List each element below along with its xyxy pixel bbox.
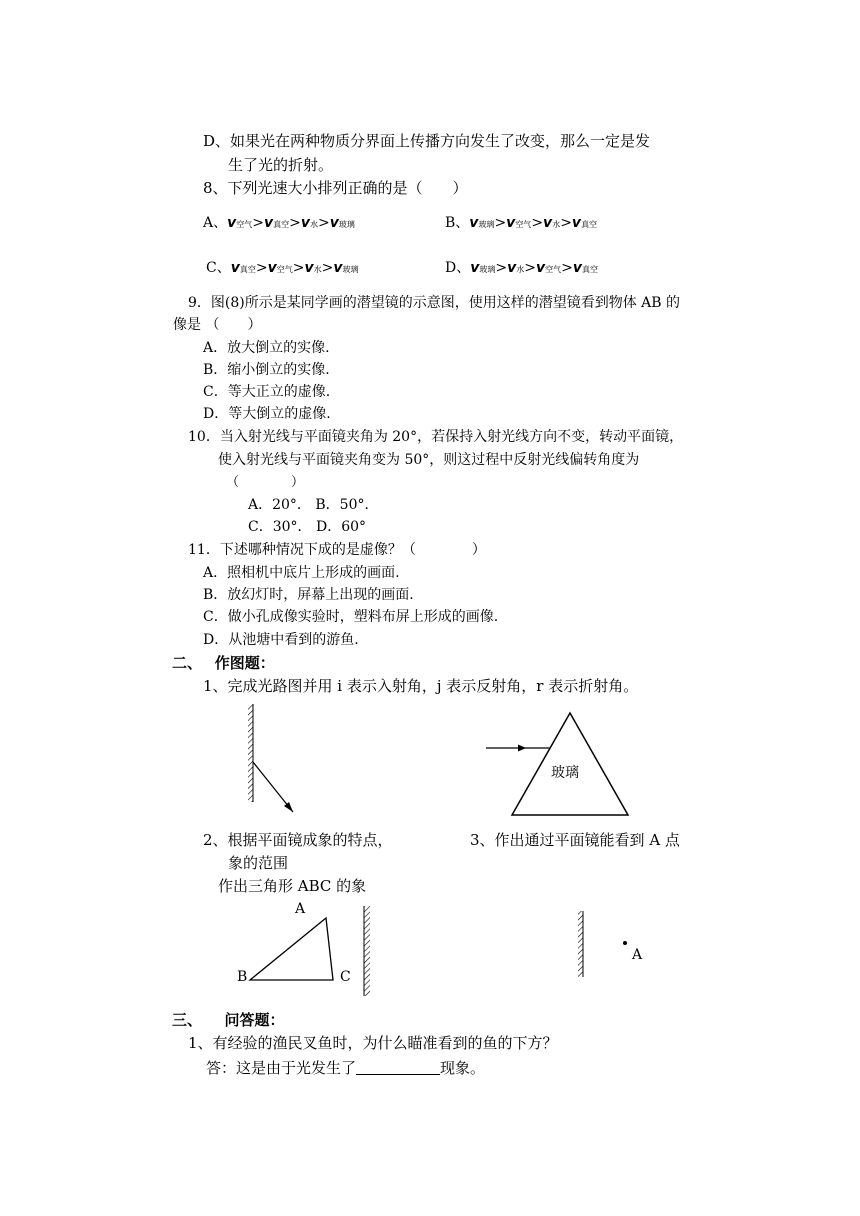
glass-label: 玻璃 [551,765,579,781]
q9-option-b: B．缩小倒立的实像. [203,362,330,378]
q8-option-d: D、v玻璃>v水>v空气>v真空 [445,260,598,276]
section3-q1: 1、有经验的渔民叉鱼时，为什么瞄准看到的鱼的下方？ [188,1034,558,1052]
q9-stem-line2: 像是 （ ） [173,317,262,333]
q10-options-cd: C．30°． D．60° [248,519,367,535]
q11-option-b: B．放幻灯时，屏幕上出现的画面. [203,587,414,603]
section2-q2-line2: 作出三角形 ABC 的象 [218,877,367,895]
section2-title: 二、 作图题： [172,654,275,672]
ray-arrow-icon [518,745,526,752]
mirror-hatching [578,911,583,977]
q8-stem: 8、下列光速大小排列正确的是（ ） [203,179,468,197]
q10-options-ab: A．20°． B．50°． [248,497,379,513]
section2-q1: 1、完成光路图并用 i 表示入射角，j 表示反射角，r 表示折射角。 [203,677,639,695]
mirror-hatching [248,704,253,802]
triangle-abc [250,918,333,980]
section2-q3-line2: 象的范围 [228,854,289,872]
q10-stem-line1: 10．当入射光线与平面镜夹角为 20°，若保持入射光线方向不变，转动平面镜， [188,429,684,445]
section3-title: 三、 问答题： [172,1011,285,1029]
section2-q3-line1: 3、作出通过平面镜能看到 A 点 [470,831,680,849]
q11-option-c: C．做小孔成像实验时，塑料布屏上形成的画像. [203,609,499,625]
glass-triangle [512,713,628,815]
label-c: C [340,969,351,985]
q11-stem: 11．下述哪种情况下成的是虚像？（ ） [188,542,486,558]
label-a-point: A [632,947,643,963]
prism-diagram [480,705,640,820]
q9-stem-line1: 9．图(8)所示是某同学画的潜望镜的示意图，使用这样的潜望镜看到物体 AB 的 [188,295,681,311]
q9-option-c: C．等大正立的虚像. [203,384,331,400]
answer-blank[interactable] [356,1060,440,1075]
q9-option-a: A．放大倒立的实像. [203,340,330,356]
q8-option-c: C、v真空>v空气>v水>v玻璃 [206,260,359,276]
label-b: B [237,969,248,985]
q10-stem-line2: 使入射光线与平面镜夹角变为 50°，则这过程中反射光线偏转角度为 [218,452,640,468]
q7-option-d-line2: 生了光的折射。 [228,156,334,174]
mirror-hatching [364,906,370,996]
section3-answer [206,1060,485,1076]
q8-option-b: B、v玻璃>v空气>v水>v真空 [445,215,598,231]
section2-q2-line1: 2、根据平面镜成象的特点， [203,831,393,849]
triangle-abc-diagram [240,900,380,1000]
q7-option-d-line1: D、如果光在两种物质分界面上传播方向发生了改变，那么一定是发 [203,132,651,150]
q11-option-a: A．照相机中底片上形成的画面. [203,565,400,581]
ray-arrow-icon [284,802,293,812]
point-a-dot [623,941,627,945]
answer-prefix: 答：这是由于光发生了 [206,1059,357,1077]
label-a: A [295,901,306,917]
q10-stem-line3: （ ） [226,475,305,490]
q11-option-d: D．从池塘中看到的游鱼. [203,632,359,648]
answer-suffix: 现象。 [440,1059,486,1077]
mirror-point-diagram [570,905,650,985]
reflection-diagram [240,700,300,820]
q9-option-d: D．等大倒立的虚像. [203,406,331,422]
q8-option-a: A、v空气>v真空>v水>v玻璃 [203,215,355,231]
